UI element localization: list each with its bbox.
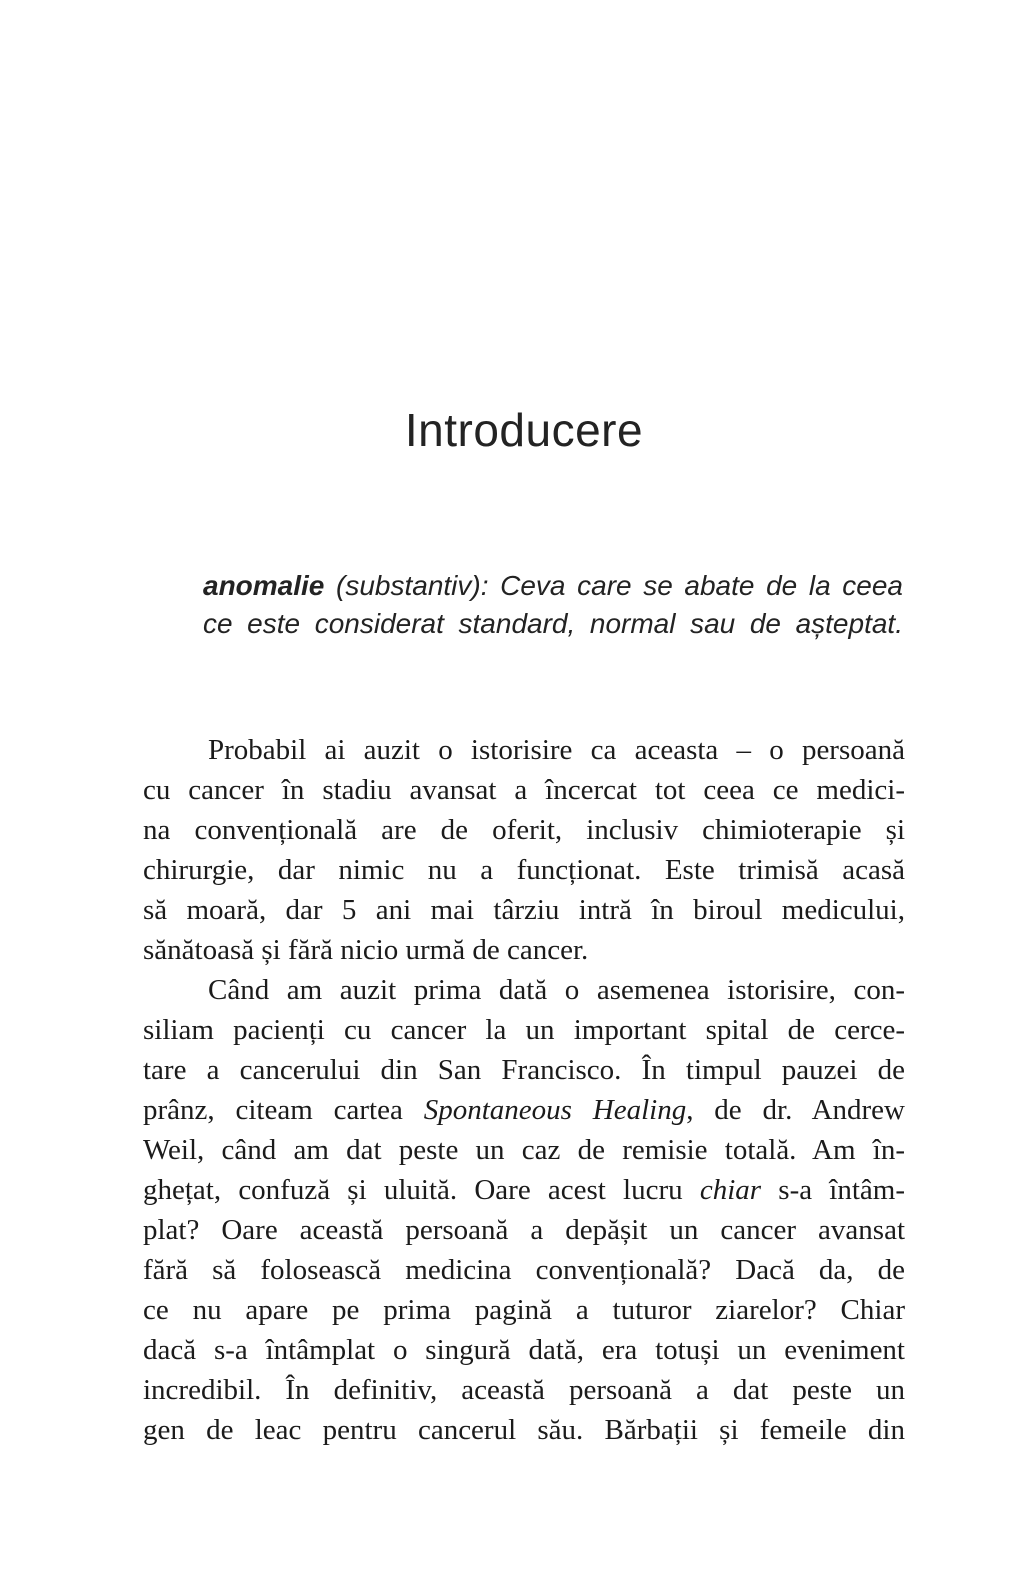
text-line (143, 1210, 905, 1250)
text-segment: ce este considerat standard, normal sau de așteptat. (203, 608, 903, 639)
italic-phrase: chiar (699, 1174, 762, 1206)
chapter-title: Introducere (404, 404, 644, 456)
definition-term: anomalie (203, 570, 325, 601)
text-segment: prânz, citeam cartea (143, 1094, 424, 1126)
italic-phrase: Spontaneous Healing (423, 1094, 687, 1126)
paragraph (143, 730, 905, 970)
text-line (143, 850, 905, 890)
text-line (143, 1170, 905, 1210)
text-segment: , de dr. Andrew (686, 1094, 905, 1126)
text-segment: Probabil ai auzit o istorisire ca aceasta – o persoană (208, 734, 905, 766)
text-segment: Weil, când am dat peste un caz de remisie totală. Am în- (143, 1134, 905, 1166)
text-segment: ghețat, confuză și uluită. Oare acest lucru (143, 1174, 700, 1206)
text-segment: incredibil. În definitiv, această persoană a dat peste un (143, 1374, 905, 1406)
text-line (143, 1250, 905, 1290)
text-line (203, 605, 903, 643)
text-segment: siliam pacienți cu cancer la un important spital de cerce- (143, 1014, 905, 1046)
text-segment: dacă s-a întâmplat o singură dată, era totuși un eveniment (143, 1334, 905, 1366)
text-line (143, 890, 905, 930)
text-segment: s-a întâm- (761, 1174, 906, 1206)
text-line (143, 1290, 905, 1330)
text-line (143, 1090, 905, 1130)
text-line (143, 730, 905, 770)
text-segment: să moară, dar 5 ani mai târziu intră în biroul medicului, (143, 894, 905, 926)
text-segment: chirurgie, dar nimic nu a funcționat. Este trimisă acasă (143, 854, 905, 886)
text-segment: cu cancer în stadiu avansat a încercat tot ceea ce medici- (143, 774, 905, 806)
text-line (143, 810, 905, 850)
text-line (203, 567, 903, 605)
text-segment: ce nu apare pe prima pagină a tuturor ziarelor? Chiar (143, 1294, 905, 1326)
text-segment: plat? Oare această persoană a depășit un cancer avansat (143, 1214, 905, 1246)
text-segment: sănătoasă și fără nicio urmă de cancer. (143, 934, 589, 966)
body-text (143, 730, 905, 1450)
definition-block (203, 567, 903, 643)
text-line (143, 1130, 905, 1170)
text-line (143, 970, 905, 1010)
text-line (143, 1050, 905, 1090)
text-segment: fără să folosească medicina convențională? Dacă da, de (143, 1254, 905, 1286)
text-line (143, 1010, 905, 1050)
text-line (143, 770, 905, 810)
text-segment: na convențională are de oferit, inclusiv chimioterapie și (143, 814, 905, 846)
text-segment: tare a cancerului din San Francisco. În timpul pauzei de (143, 1054, 905, 1086)
text-line (143, 1370, 905, 1410)
text-segment: gen de leac pentru cancerul său. Bărbații și femeile din (143, 1414, 905, 1446)
text-line (143, 1410, 905, 1450)
text-segment: (substantiv): Ceva care se abate de la ceea (324, 570, 903, 601)
paragraph (143, 970, 905, 1450)
text-line (143, 1330, 905, 1370)
text-segment: Când am auzit prima dată o asemenea istorisire, con- (208, 974, 905, 1006)
text-line (143, 930, 905, 970)
